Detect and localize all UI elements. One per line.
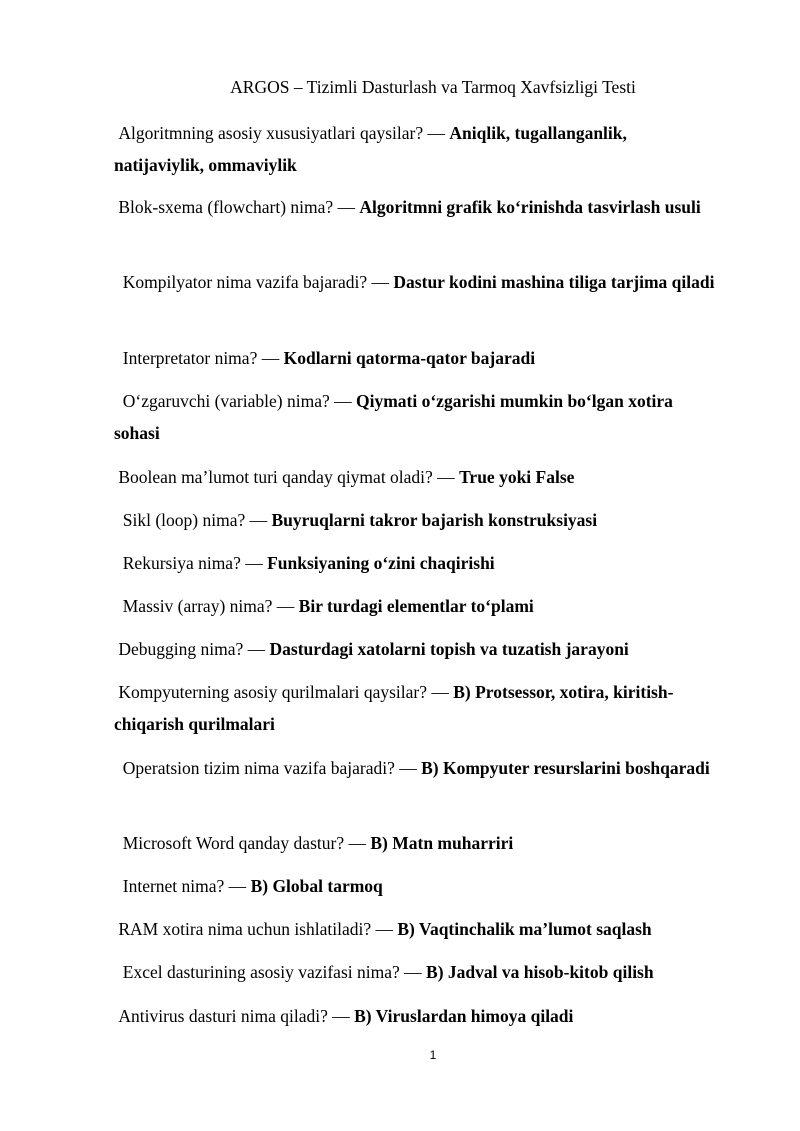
answer-text: B) Vaqtinchalik maʼlumot saqlash xyxy=(397,919,652,939)
qa-item xyxy=(114,913,720,945)
answer-text: Aniqlik, tugallanganlik, natijaviylik, ommaviylik xyxy=(114,123,627,175)
answer-text: B) Viruslardan himoya qiladi xyxy=(354,1006,574,1026)
question-text: Boolean maʼlumot turi qanday qiymat oladi? — xyxy=(114,467,460,487)
question-text: Antivirus dasturi nima qiladi? — xyxy=(114,1006,355,1026)
qa-item xyxy=(114,752,720,784)
page-number: 1 xyxy=(429,1048,437,1062)
qa-item xyxy=(114,266,720,298)
question-text: Debugging nima? — xyxy=(114,639,270,659)
question-text: Kompilyator nima vazifa bajaradi? — xyxy=(114,272,394,292)
document-title: ARGOS – Tizimli Dasturlash va Tarmoq Xavfsizligi Testi xyxy=(230,77,636,97)
qa-item xyxy=(114,504,720,536)
qa-item xyxy=(114,590,720,622)
qa-item xyxy=(114,870,720,902)
answer-text: B) Matn muharriri xyxy=(370,833,514,853)
answer-text: B) Protsessor, xotira, kiritish-chiqarish qurilmalari xyxy=(114,682,674,734)
answer-text: True yoki False xyxy=(459,467,575,487)
answer-text: B) Global tarmoq xyxy=(250,876,383,896)
qa-item xyxy=(114,1000,720,1032)
question-text: Blok-sxema (flowchart) nima? — xyxy=(114,197,360,217)
answer-text: B) Kompyuter resurslarini boshqaradi xyxy=(421,758,710,778)
question-text: Rekursiya nima? — xyxy=(114,553,268,573)
question-text: Microsoft Word qanday dastur? — xyxy=(114,833,371,853)
qa-item xyxy=(114,385,720,449)
qa-item xyxy=(114,117,720,181)
qa-item xyxy=(114,547,720,579)
answer-text: Dasturdagi xatolarni topish va tuzatish jarayoni xyxy=(269,639,629,659)
answer-text: Buyruqlarni takror bajarish konstruksiyasi xyxy=(271,510,598,530)
qa-item xyxy=(114,633,720,665)
qa-item xyxy=(114,956,720,988)
question-text: Kompyuterning asosiy qurilmalari qaysilar? — xyxy=(114,682,454,702)
answer-text: Kodlarni qatorma-qator bajaradi xyxy=(283,348,536,368)
answer-text: Bir turdagi elementlar toʻplami xyxy=(298,596,534,616)
question-text: Sikl (loop) nima? — xyxy=(114,510,272,530)
qa-item xyxy=(114,827,720,859)
question-text: Excel dasturining asosiy vazifasi nima? — xyxy=(114,962,427,982)
question-text: Massiv (array) nima? — xyxy=(114,596,299,616)
qa-item xyxy=(114,676,720,740)
answer-text: Qiymati oʻzgarishi mumkin boʻlgan xotira sohasi xyxy=(114,391,673,443)
question-text: Oʻzgaruvchi (variable) nima? — xyxy=(114,391,356,411)
answer-text: Dastur kodini mashina tiliga tarjima qiladi xyxy=(393,272,715,292)
question-text: Interpretator nima? — xyxy=(114,348,284,368)
qa-item xyxy=(114,461,720,493)
answer-text: Funksiyaning oʻzini chaqirishi xyxy=(267,553,495,573)
qa-item xyxy=(114,342,720,374)
question-text: Internet nima? — xyxy=(114,876,251,896)
answer-text: Algoritmni grafik koʻrinishda tasvirlash usuli xyxy=(359,197,701,217)
question-text: Algoritmning asosiy xususiyatlari qaysilar? — xyxy=(114,123,450,143)
question-text: RAM xotira nima uchun ishlatiladi? — xyxy=(114,919,398,939)
question-text: Operatsion tizim nima vazifa bajaradi? — xyxy=(114,758,422,778)
qa-item xyxy=(114,191,720,223)
answer-text: B) Jadval va hisob-kitob qilish xyxy=(426,962,654,982)
